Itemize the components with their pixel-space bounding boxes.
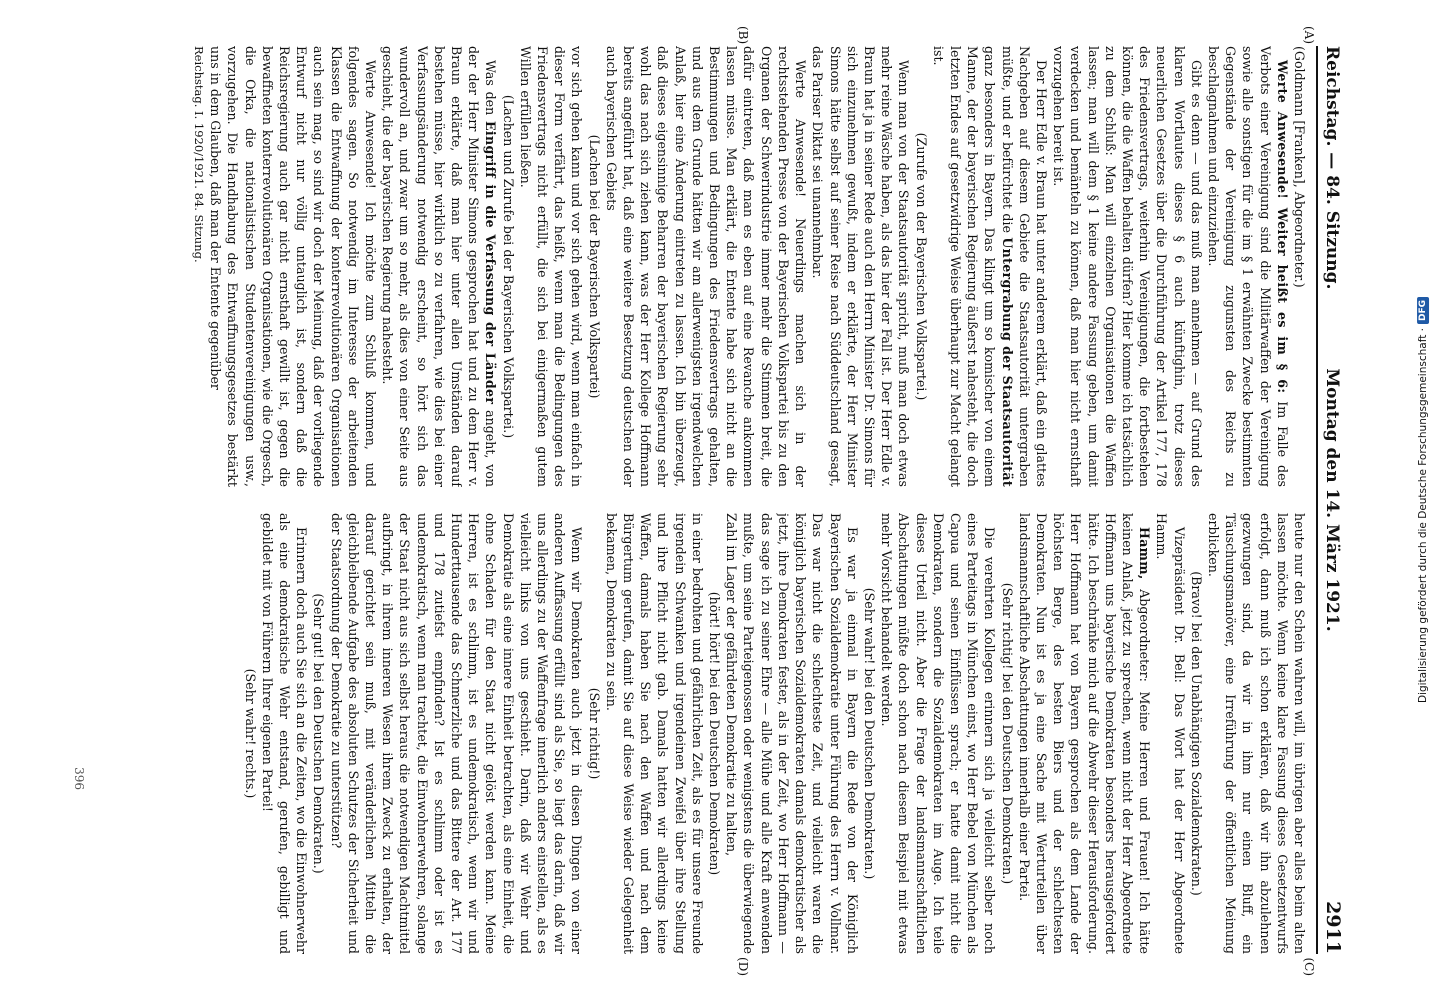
paragraph: Die verehrten Kollegen erinnern sich ja vielleicht selber noch eines Parteitags in München einst, wo Herr Bebel von München als Capua und seinen Einflüssen sprach; er hatte damit nicht die Demokraten, sondern die Sozialdemokraten im Auge. Ich teile dieses Urteil nicht. Aber die Frage der landsmannschaftlichen Abschattungen müßte doch schon nach diesem Beispiel mit etwas mehr Vorsicht behandelt werden. <box>879 513 998 954</box>
header-date: Montag den 14. März 1921. <box>1322 368 1342 632</box>
paragraph: in einer bedrohten und gefährlichen Zeit, als es für unsere Freunde irgendein Schwanken und irgendeinen Zweifel über ihre Stellung und ihre Pflicht nicht gab. Damals hatten wir allerdings keine Waffen, damals haben Sie nach den Waffen und nach dem Bürgertum gerufen, damit Sie auf diese Weise wieder Gelegenheit bekamen, Demokraten zu sein. <box>603 513 705 954</box>
paragraph: Wenn man von der Staatsautorität spricht, muß man doch etwas mehr reine Wäsche haben, als das hier der Fall ist. Der Herr Edle v. Braun hat ja in seiner Rede auch den Herrn Minister Dr. Simons für sich einzunehmen gewußt, indem er erklärte, der Herr Minister Simons hätte selbst auf seiner Reise nach Süddeutschland gesagt, das Pariser Diktat sei unannehmbar. <box>810 46 912 487</box>
paragraph: Gibt es denn — und das muß man annehmen — auf Grund des klaren Wortlautes dieses § 6 auch künftighin, trotz dieses neuerlichen Gesetzes über die Durchführung der Artikel 177, 178 des Friedensvertrags, weiterhin Vereinigungen, die fortbestehen können, die die Waffen behalten dürfen? Hier komme ich tatsächlich zu dem Schluß: Man will einzelnen Organisationen die Waffen lassen; man will dem § 1 keine andere Fassung geben, um damit verdecken und bemänteln zu können, daß man hier nicht ernsthaft vorzugehen bereit ist. <box>1051 46 1204 487</box>
paragraph: Erinnern doch auch Sie sich an die Zeiten, wo die Einwohnerwehr als eine demokratische Wehr entstand, gerufen, gebilligt und gebildet mit von Führern Ihrer eigenen Partei! <box>259 513 310 954</box>
text-columns <box>112 46 1308 954</box>
margin-mark-c: (C) <box>1302 957 1316 976</box>
interjection: (Sehr richtig! bei den Deutschen Demokraten.) <box>999 582 1015 885</box>
paragraph: Was den Eingriff in die Verfassung der Länder angeht, von der der Herr Minister Simons gesprochen hat und zu dem Herr v. Braun erklärte, daß man hier unter allen Umständen darauf bestehen müsse, hier wirklich so zu verfahren, wie dies bei einer Verfassungsänderung notwendig erscheint, so hört sich das wundervoll an, und zwar um so mehr, als dies von einer Seite aus geschieht, die der bayerischen Regierung nahesteht. <box>380 46 499 487</box>
interjection: (Lachen und Zurufe bei der Bayerischen Volkspartei.) <box>500 94 516 439</box>
paragraph: Vizepräsident Dr. Bell: Das Wort hat der Herr Abgeordnete Hamm. <box>1154 513 1187 954</box>
paragraph: Der Herr Edle v. Braun hat unter anderem erklärt, daß ein glattes Nachgeben auf diesem Gebiete die Staatsautorität untergraben müßte, und er befürchtet die Untergrabung der Staatsautorität ganz besonders in Bayern. Das klingt um so komischer von einem Manne, der der bayerischen Regierung äußerst nahesteht, die doch letzten Endes auf gesetzwidrige Weise überhaupt zur Macht gelangt ist. <box>930 46 1049 487</box>
margin-mark-a: (A) <box>1302 26 1316 45</box>
interjection: (Zurufe von der Bayerischen Volkspartei.) <box>913 132 929 401</box>
dfg-logo: DFG <box>1417 297 1429 324</box>
interjection: (Sehr richtig!) <box>586 687 602 780</box>
header-page-number: 2911 <box>1322 901 1344 954</box>
margin-mark-b: (B) <box>736 26 750 45</box>
document-page <box>72 20 1362 980</box>
speaker-line: (Goldmann [Franken], Abgeordneter.) <box>1292 46 1307 288</box>
paragraph: Wenn wir Demokraten auch jetzt in diesen Dingen von einer anderen Auffassung erfüllt sind als Sie, so liegt das darin, daß wir uns allerdings zu der Waffenfrage innerlich anders einstellen, als es vielleicht links von uns geschieht. Darin, daß wir Wehr und Demokratie als eine innere Einheit betrachten, als eine Einheit, die ohne Schaden für den Staat nicht gelöst werden kann. Meine Herren, ist es schlimm, ist es undemokratisch, wenn wir und Hunderttausende das Schmerzliche und das Bittere der Art. 177 und 178 zutiefst empfinden? Ist es schlimm oder ist es undemokratisch, wenn man trachtet, die Einwohnerwehren, solange der Staat nicht aus sich selbst heraus die notwendigen Machtmittel aufbringt, in ihrem inneren Wesen ihrem Zweck zu erhalten, der darauf gerichtet sein muß, mit veränderlichen Mitteln die gleichbleibende Aufgabe des absoluten Schutzes der Sicherheit und der Staatsordnung der Demokratie zu unterstützen? <box>328 513 585 954</box>
column-right <box>112 513 1308 954</box>
paragraph: heute nur den Schein wahren will, im übrigen aber alles beim alten lassen möchte. Wenn keine klare Fassung dieses Gesetzentwurfs erfolgt, dann muß ich schon erklären, daß wir ihn abzulehnen gezwungen sind, da wir in ihm nur einen Bluff, ein Täuschungsmanöver, eine Irreführung der öffentlichen Meinung erblicken. <box>1205 513 1307 954</box>
interjection: (Sehr wahr! bei den Deutschen Demokraten.) <box>861 587 877 880</box>
paragraph: Werte Anwesende! Neuerdings machen sich in der rechtsstehenden Presse von der Bayerischen Volkspartei bis zu den Organen der Schwerindustrie immer mehr die Stimmen breit, die dafür eintreten, daß man es eben auf eine Revanche ankommen lassen müsse. Man erklärt, die Entente habe sich nicht an die Bestimmungen und Bedingungen des Friedensvertrags gehalten, und aus dem Grunde hätten wir am allerwenigsten irgendwelchen Anlaß, hier eine Änderung eintreten zu lassen. Ich bin überzeugt, daß dieses eigensinnige Beharren der bayerischen Regierung sehr wohl das nach sich ziehen kann, was der Herr Kollege Hoffmann bereits angeführt hat, daß eine weitere Besetzung deutschen oder auch bayerischen Gebiets <box>603 46 809 487</box>
page-footer: Reichstag. I. 1920/1921. 84. Sitzung. <box>192 46 206 263</box>
interjection: (Lachen bei der Bayerischen Volkspartei) <box>586 134 602 399</box>
paragraph: Werte Anwesende! Weiter heißt es im § 6: Im Falle des Verbots einer Vereinigung sind die Militärwaffen der Vereinigung sowie alle sonstigen für die im § 1 erwähnten Zwecke bestimmten Gegenstände der Vereinigung zugunsten des Reichs zu beschlagnahmen und einzuziehen. <box>1205 46 1290 487</box>
column-left <box>112 46 1308 487</box>
interjection: (Sehr wahr! rechts.) <box>242 668 258 799</box>
interjection: (hört! hört! bei den Deutschen Demokraten) <box>707 591 723 876</box>
page-header <box>1316 46 1344 954</box>
archive-stamp: 396 <box>72 767 86 790</box>
header-session: Reichstag. — 84. Sitzung. <box>1322 46 1342 290</box>
margin-mark-d: (D) <box>736 957 750 976</box>
credit-text: Digitalisierung gefördert durch die Deutsche Forschungsgemeinschaft · <box>1417 327 1430 704</box>
interjection: (Bravo! bei den Unabhängigen Sozialdemokraten.) <box>1188 571 1204 896</box>
paragraph: Werte Anwesende! Ich möchte zum Schluß kommen, und folgendes sagen. So notwendig im Interesse der arbeitenden Klassen die Entwaffnung der konterrevolutionären Organisationen auch sein mag, so sind wir doch der Meinung, daß der vorliegende Entwurf nicht nur völlig untauglich ist, sondern daß die Reichsregierung auch gar nicht ernsthaft gewillt ist, gegen die bewaffneten konterrevolutionären Organisationen, wie die Orgesch, die Orka, die nationalistischen Studentenvereinigungen usw., vorzugehen. Die Handhabung des Entwaffnungsgesetzes bestärkt uns in dem Glauben, daß man der Entente gegenüber <box>208 46 379 487</box>
digitization-credit <box>1412 0 1434 1000</box>
paragraph: vor sich gehen kann und vor sich gehen wird, wenn man einfach in dieser Form verfährt, das heißt, wenn man die Bedingungen des Friedensvertrags nicht erfüllt, die sich bei einigermaßen gutem Willen erfüllen ließen. <box>517 46 585 487</box>
paragraph: Hamm, Abgeordneter: Meine Herren und Frauen! Ich hätte keinen Anlaß, jetzt zu sprechen, wenn nicht der Herr Abgeordnete Hoffmann uns bayerische Demokraten besonders herausgefordert hätte. Ich beschränke mich auf die Abwehr dieser Herausforderung. Herr Hoffmann hat von Bayern gesprochen als dem Lande der höchsten Berge, des besten Biers und der schlechtesten Demokraten. Nun ist es ja eine Sache mit Werturteilen über landsmannschaftliche Abschattungen innerhalb einer Partei. <box>1016 513 1153 954</box>
interjection: (Sehr gut! bei den Deutschen Demokraten.) <box>311 593 327 874</box>
paragraph: Es war ja einmal in Bayern die Rede von der Königlich Bayerischen Sozialdemokratie unter Führung des Herrn v. Vollmar. Das war nicht die schlechteste Zeit, und vielleicht waren die königlich bayerischen Sozialdemokraten damals demokratischer als jetzt, ihre Demokraten fester, als in der Zeit, wo Herr Hoffmann — das sage ich zu seiner Ehre — alle Mühe und alle Kraft anwenden mußte, um seine Parteigenossen oder wenigstens die überwiegende Zahl im Lager der gefährdeten Demokratie zu halten, <box>724 513 860 954</box>
